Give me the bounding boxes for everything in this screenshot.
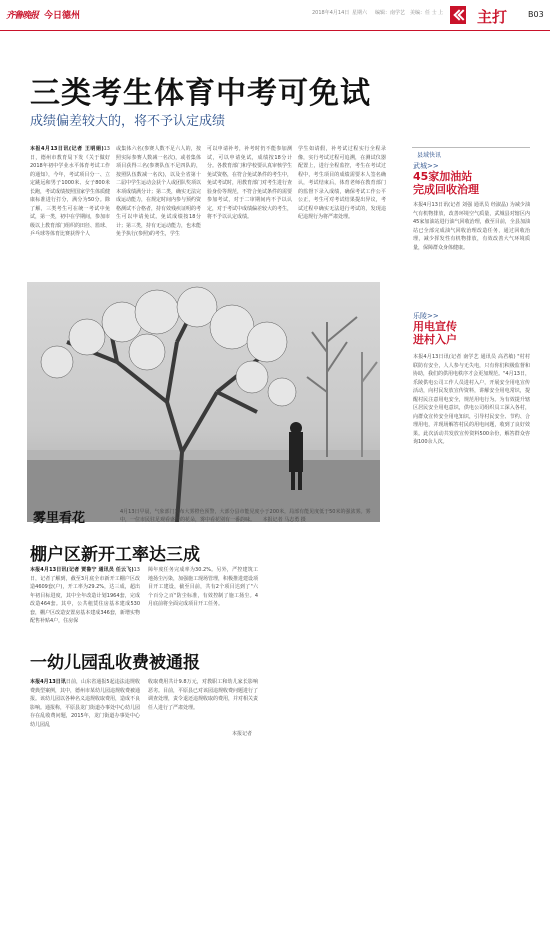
designer-credit: 美编：任 士 上 xyxy=(410,10,444,16)
newspaper-logo: 齐鲁晚报 xyxy=(6,11,39,21)
photo-title: 雾里看花 xyxy=(33,511,86,526)
sidebar-place-wucheng: 武城>> xyxy=(413,162,439,170)
sidebar-place-leling: 乐陵>> xyxy=(413,312,439,320)
article3-column-1-text: 日前，山东省通报5起违法违规收费典型案例，其中，德州市某幼儿园违规收费被通报。该幼儿园以各种名义违规收取费用，造成不良影响。通报称，平原县龙门街道办事处中心幼儿园存在乱收费问题，2015年，龙门街道办事处中心幼儿园乱 xyxy=(30,679,140,728)
article2-column-1-text: 13日，记者了解到，截至3月底全市新开工棚户区改造4609套(户)，开工率为29.2%，达三成，超出年初目标进度，其中全年改造计划1964套，完成改造464套。其中，公共租赁住房基本建成530套，棚户区改造安置房基本建成346套，新增实物配售补贴4户，住房保 xyxy=(30,567,140,624)
section-name: 今日德州 xyxy=(44,11,81,21)
article2-byline: 本报4月13日讯(记者 贾鲁宁 通讯员 任云飞) xyxy=(30,567,134,573)
lead-column-1-text: 13日，德州市教育局下发《关于做好2018年初中学业水平体育考试工作的通知》，今年，考试项目分一、立定跳远和男子1000米、女子800米长跑，考试成绩按照国家学生体质健康标准进行打分，满分为50分。除了解，三类考生可在统一考试中免试，第一类，初中在学期间，参加市级以上教育部门组织的田径、篮球、乒乓球等体育比赛获得个人 xyxy=(30,146,110,237)
issue-weekday: 星期六 xyxy=(352,10,368,16)
department-label: 主打 xyxy=(477,8,508,26)
sidebar-title-wucheng-2: 完成回收治理 xyxy=(413,183,479,196)
article2-column-2: 障年度任务完成率为30.2%。另外，严控建筑工地扬尘污染，加强施工现场管理，积极推进建设项目开工建设，截至目前，共有2个项目达到了"六个百分之百"防尘标准，有效控制了施工扬尘。4月底前将全面完成项目开工任务。 xyxy=(148,567,258,607)
photo-caption xyxy=(120,508,380,524)
sidebar-title-wucheng-1: 45家加油站 xyxy=(413,170,473,183)
page-number: B03 xyxy=(528,10,544,19)
lead-byline: 本报4月13日讯(记者 王明娟) xyxy=(30,146,104,152)
sidebar-title-leling-1: 用电宣传 xyxy=(413,320,457,333)
photo-caption-text: 4月13日早晨，气象部门发布大雾橙色预警，大部分县市能见度小于200米，局部有能见度低于50米的强浓雾。雾中，一位市民驻足观看盛开的花朵，雾中看花别有一番韵味。 xyxy=(120,509,371,523)
article3-column-1 xyxy=(30,678,140,740)
article2-column-1 xyxy=(30,566,140,646)
lead-column-3: 可以申请补考，补考时仍不能参加测试，可以申请免试，成绩按18分计分。各教育部门和学校要认真审核学生免试资格，在符合免试条件的考生中，免试考试时，用教育部门对考生进行查验身份等规范，不符合免试条件的需要参加考试，对于二审期间内不予以认定，对于考试中成绩偏差较大的考生，将不予以认定成绩。 xyxy=(207,146,292,220)
sidebar-section-label: 县域快讯 xyxy=(417,152,442,159)
lead-column-1 xyxy=(30,145,110,273)
sidebar-body-leling: 本报4月13日讯(记者 南学艺 通讯员 高君敏) "村村联防有安全，人人参与无失电，只有你们积极监督和协助，我们的供用电秩序才会更加规范。"4月13日，乐陵供电公司工作人员进村入户，开展安全用电宣传活动，向村民发放宣传资料，讲解安全用电常识，提醒村民注意用电安全，规范用电行为。为有效提升辖区居民安全用电意识，供电公司组织员工深入各村，向群众宣传安全用电知识，引导村民安全、节约、合理用电，并现场解答村民的用电问题，收到了良好效果。此次活动共发放宣传资料500余份，解答群众咨询100余人次。 xyxy=(413,354,530,445)
sidebar-body-wucheng: 本报4月13日讯(记者 刘强 通讯员 经淑晶) 为减少油气有机物排放，改善环境空气质量，武城县对辖区内45家加油站进行油气回收治理，截至目前，全县加油站已全部完成油气回收治理改造任务，通过回收治理，减少挥发性有机物排放，有效改善大气环境质量，保障群众身体健康。 xyxy=(413,202,530,251)
lead-column-4: 学生如请假，补考试过程实行全程录像，实行考试过程可追溯，在测试仪器配置上，进行全程监控，考生在考试过程中，考生项目的成绩需要本人签名确认，考试结束后，体育老师在教育部门的监督下录入成绩，确保考试工作公平公正，考生可对考试结果提出异议，考试过程中确实无法进行考试的，发现违纪违规行为将严肃处理。 xyxy=(298,146,386,220)
lead-headline: 三类考生体育中考可免试 xyxy=(30,76,371,111)
masthead-rule xyxy=(0,30,550,31)
article3-headline: 一幼儿园乱收费被通报 xyxy=(30,653,200,673)
article3-credit: 本报记者 xyxy=(232,731,253,737)
lead-subhead: 成绩偏差较大的，将不予认定成绩 xyxy=(30,114,226,129)
fog-flower-photo xyxy=(27,282,380,522)
photo-credit: 本报记者 马志勇 摄 xyxy=(262,517,306,523)
article3-column-2: 收取费用共计9.8万元，对教职工和幼儿家长影响恶劣。目前，平原县已对该园违规收费问题进行了调查处理，责令退还违规收取的费用，并对相关责任人进行了严肃处理。 xyxy=(148,679,258,711)
chevron-right-icon xyxy=(450,6,466,24)
lead-column-2: 或集体六名(参赛人数不足六人的，按照实际参赛人数减一名次)，或者集体项目获得三名(参赛队伍不足四队的，按照队伍数减一名次)，以及全省第十二届中学生运动会获个人或团队奖项以本项成绩满分计；第二类，确实无法完成运动能力，在规定时间内参与预约资格测试不合格者，持有效残疾证明的考生可以申请免试。免试成绩按18分计；第三类，持有无运动能力，也未能免予执行(参照)的考生，学生 xyxy=(116,146,201,237)
issue-date: 2018年4月14日 xyxy=(312,10,350,16)
article3-byline: 本报4月13日讯 xyxy=(30,679,66,685)
sidebar-rule xyxy=(412,147,530,148)
article2-headline: 棚户区新开工率达三成 xyxy=(30,545,200,565)
editor-credit: 编辑：南学艺 xyxy=(375,10,406,16)
sidebar-title-leling-2: 进村入户 xyxy=(413,333,457,346)
